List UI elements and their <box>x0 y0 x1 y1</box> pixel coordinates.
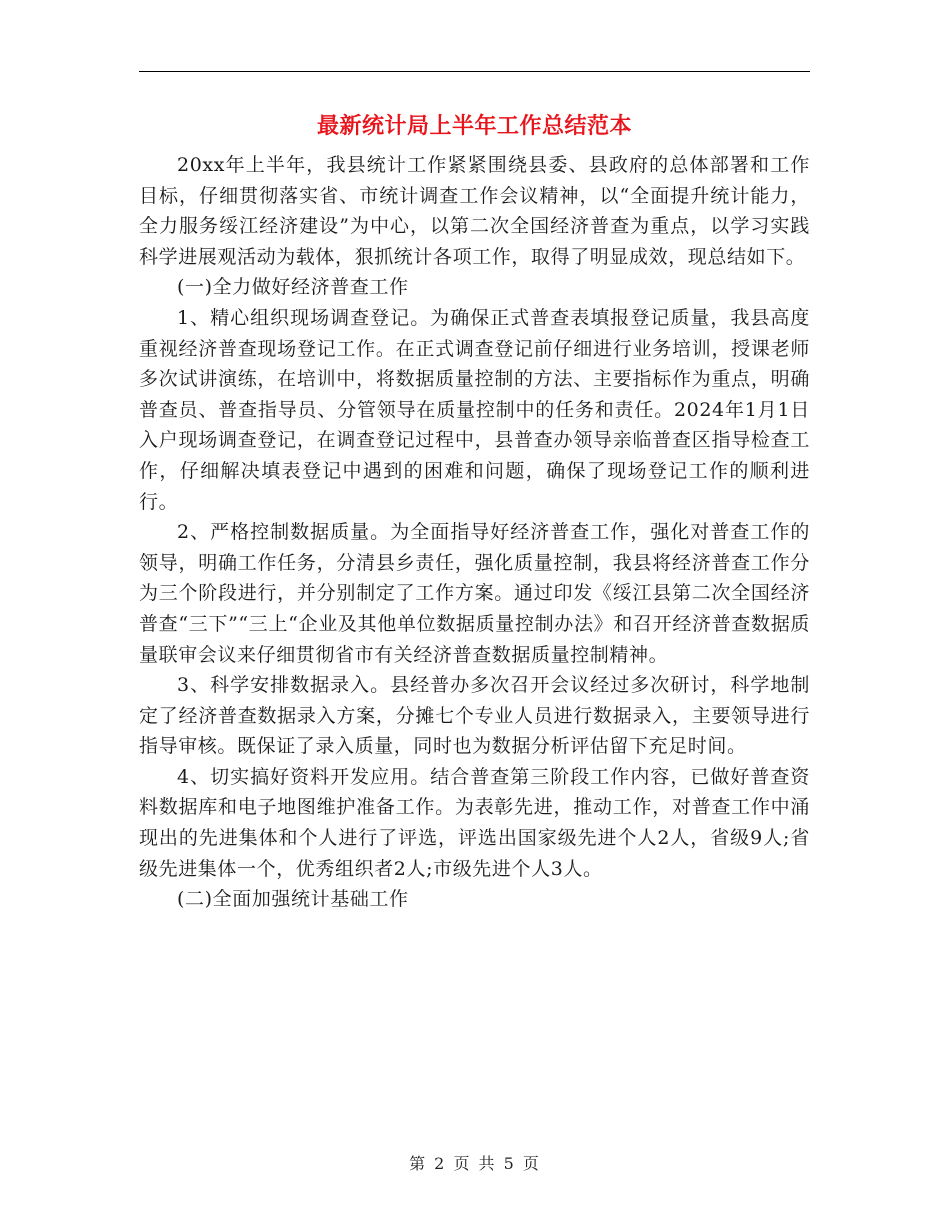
paragraph-item-2: 2、严格控制数据质量。为全面指导好经济普查工作，强化对普查工作的领导，明确工作任务，分清县乡责任，强化质量控制，我县将经济普查工作分为三个阶段进行，并分别制定了工作方案。通过印发《绥江县第二次全国经济普查“三下”“三上“企业及其他单位数据质量控制办法》和召开经济普查数据质量联审会议来仔细贯彻省市有关经济普查数据质量控制精神。 <box>139 521 810 666</box>
page-number: 第 2 页 共 5 页 <box>409 1154 541 1173</box>
paragraph-intro: 20xx年上半年，我县统计工作紧紧围绕县委、县政府的总体部署和工作目标，仔细贯彻落实省、市统计调查工作会议精神，以“全面提升统计能力，全力服务绥江经济建设”为中心，以第二次全国经济普查为重点，以学习实践科学进展观活动为载体，狠抓统计各项工作，取得了明显成效，现总结如下。 <box>139 154 810 268</box>
document-body <box>139 150 810 915</box>
section-heading-2: (二)全面加强统计基础工作 <box>177 888 409 911</box>
paragraph-item-3: 3、科学安排数据录入。县经普办多次召开会议经过多次研讨，科学地制定了经济普查数据录入方案，分摊七个专业人员进行数据录入，主要领导进行指导审核。既保证了录入质量，同时也为数据分析评估留下充足时间。 <box>139 674 810 758</box>
paragraph-item-1: 1、精心组织现场调查登记。为确保正式普查表填报登记质量，我县高度重视经济普查现场登记工作。在正式调查登记前仔细进行业务培训，授课老师多次试讲演练，在培训中，将数据质量控制的方法、主要指标作为重点，明确普查员、普查指导员、分管领导在质量控制中的任务和责任。2024年1月1日入户现场调查登记，在调查登记过程中，县普查办领导亲临普查区指导检查工作，仔细解决填表登记中遇到的困难和问题，确保了现场登记工作的顺利进行。 <box>139 306 810 513</box>
paragraph-item-4: 4、切实搞好资料开发应用。结合普查第三阶段工作内容，已做好普查资料数据库和电子地图维护准备工作。为表彰先进，推动工作，对普查工作中涌现出的先进集体和个人进行了评选，评选出国家级先进个人2人，省级9人;省级先进集体一个，优秀组织者2人;市级先进个人3人。 <box>139 765 810 880</box>
section-heading-1: (一)全力做好经济普查工作 <box>177 276 409 299</box>
header-rule <box>139 71 810 72</box>
document-title: 最新统计局上半年工作总结范本 <box>316 113 632 139</box>
